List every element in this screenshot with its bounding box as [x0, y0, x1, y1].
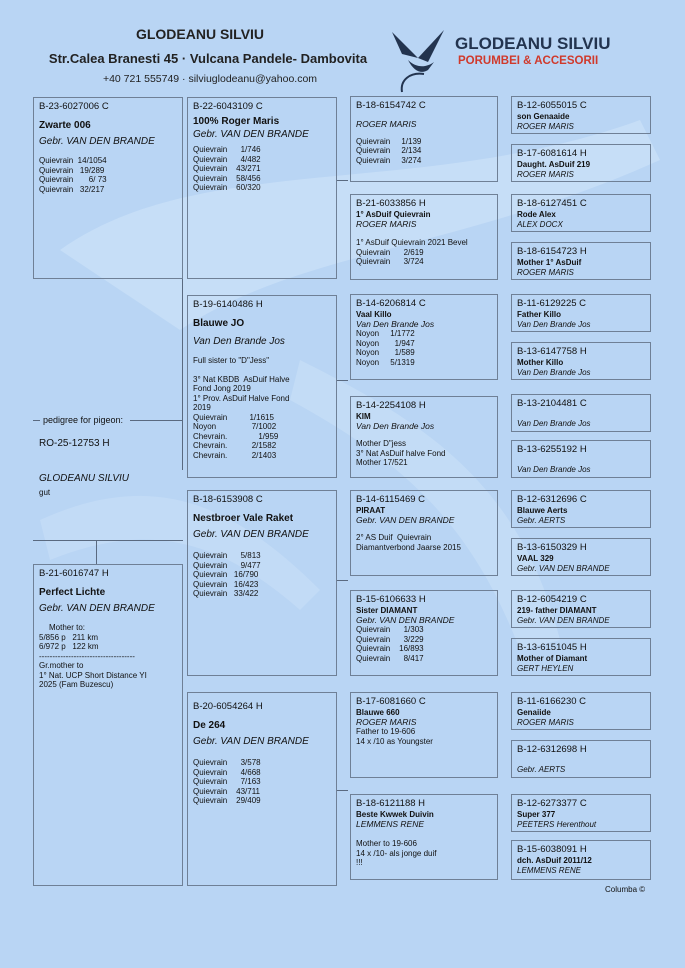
- pigeon-name: Blauwe 660: [356, 708, 400, 717]
- owner: ALEX DOCX: [517, 219, 563, 229]
- result-line: 1° Nat. UCP Short Distance YI: [39, 670, 147, 680]
- g4-box-1[interactable]: [511, 96, 651, 134]
- pigeon-name: Zwarte 006: [39, 120, 91, 131]
- owner: Van Den Brande Jos: [356, 318, 435, 329]
- result-line: Chevrain. 2/1582: [193, 441, 277, 450]
- ring-number: B-18-6154742 C: [356, 100, 426, 111]
- result-line: ------------------------------------: [39, 651, 135, 661]
- subject-color: gut: [39, 488, 51, 497]
- sire-box[interactable]: [33, 97, 183, 279]
- result-line: 14 x /10 as Youngster: [356, 736, 433, 746]
- result-line: 3° Nat KBDB AsDuif Halve: [193, 374, 290, 384]
- connector: [336, 790, 348, 791]
- pigeon-name: Perfect Lichte: [39, 587, 106, 598]
- owner: Gebr. VAN DEN BRANDE: [356, 514, 455, 525]
- dam-sire-box[interactable]: [187, 490, 337, 676]
- connector: [336, 580, 348, 581]
- sire-dam-box[interactable]: [187, 295, 337, 478]
- result-line: Noyon 1/589: [356, 348, 415, 357]
- owner: Gebr. VAN DEN BRANDE: [356, 614, 455, 625]
- pigeon-name: 1° AsDuif Quievrain: [356, 210, 431, 219]
- ring-number: B-12-6054219 C: [517, 594, 587, 605]
- ring-number: B-11-6129225 C: [517, 298, 587, 309]
- ring-number: B-19-6140486 H: [193, 299, 263, 310]
- result-line: 3° Nat AsDuif halve Fond: [356, 448, 446, 458]
- owner: Gebr. AERTS: [517, 765, 566, 774]
- result-line: Quievrain 2/134: [356, 146, 422, 155]
- pigeon-name: Blauwe JO: [193, 318, 245, 329]
- sire-dam-dam-box[interactable]: [350, 396, 498, 478]
- pigeon-name: Mother 1° AsDuif: [517, 258, 582, 267]
- pigeon-name: 100% Roger Maris: [193, 116, 280, 127]
- ring-number: B-14-6206814 C: [356, 298, 426, 309]
- ring-number: B-21-6033856 H: [356, 198, 426, 209]
- result-line: Full sister to "D"Jess": [193, 356, 270, 365]
- result-line: Quievrain 19/289: [39, 165, 105, 175]
- g4-box-5[interactable]: [511, 294, 651, 332]
- ring-number: B-18-6121188 H: [356, 798, 426, 809]
- g4-box-9[interactable]: [511, 490, 651, 528]
- result-line: Quievrain 3/724: [356, 257, 424, 266]
- owner: Van Den Brande Jos: [193, 336, 285, 347]
- owner: Van Den Brande Jos: [517, 367, 591, 377]
- sire-dam-sire-box[interactable]: [350, 294, 498, 380]
- owner: ROGER MARIS: [356, 716, 417, 727]
- owner: ROGER MARIS: [517, 121, 574, 131]
- ring-number: B-14-2254108 H: [356, 400, 426, 411]
- breeder-name: GLODEANU SILVIU: [135, 26, 265, 42]
- result-line: Noyon 5/1319: [356, 357, 415, 367]
- result-line: Gr.mother to: [39, 661, 84, 670]
- connector: [336, 380, 348, 381]
- breeder-contact: +40 721 555749 · silviuglodeanu@yahoo.com: [102, 73, 318, 85]
- owner: Gebr. AERTS: [517, 515, 566, 525]
- result-line: Quievrain 58/456: [193, 173, 261, 183]
- dam-dam-sire-box[interactable]: [350, 692, 498, 778]
- ring-number: B-15-6038091 H: [517, 844, 587, 855]
- breeder-address: Str.Calea Branesti 45 · Vulcana Pandele- Dambovita: [48, 51, 368, 66]
- ring-number: B-13-6150329 H: [517, 542, 587, 553]
- result-line: Quievrain 5/813: [193, 551, 261, 560]
- result-line: Noyon 1/1772: [356, 329, 415, 338]
- g4-box-11[interactable]: [511, 590, 651, 628]
- owner: Van Den Brande Jos: [517, 465, 591, 474]
- result-line: Quievrain 32/217: [39, 184, 105, 194]
- result-line: Diamantverbond Jaarse 2015: [356, 542, 461, 552]
- g4-box-6[interactable]: [511, 342, 651, 380]
- result-line: Fond Jong 2019: [193, 384, 251, 393]
- ring-number: B-12-6312698 H: [517, 744, 587, 755]
- result-line: Quievrain 8/417: [356, 653, 424, 663]
- pigeon-name: Sister DIAMANT: [356, 606, 418, 615]
- g4-box-10[interactable]: [511, 538, 651, 576]
- result-line: 2025 (Fam Buzescu): [39, 680, 114, 689]
- pigeon-name: Daught. AsDuif 219: [517, 160, 591, 169]
- result-line: Mother 17/521: [356, 458, 408, 467]
- result-line: Quievrain 1/139: [356, 136, 422, 146]
- ring-number: B-20-6054264 H: [193, 701, 263, 712]
- ring-number: B-21-6016747 H: [39, 568, 109, 579]
- connector: [33, 420, 40, 421]
- connector: [182, 420, 183, 470]
- owner: ROGER MARIS: [517, 267, 574, 277]
- result-line: 5/856 p 211 km: [39, 632, 98, 642]
- result-line: Quievrain 1/1615: [193, 412, 274, 422]
- ring-number: B-13-6151045 H: [517, 642, 587, 653]
- dam-sire-dam-box[interactable]: [350, 590, 498, 676]
- pigeon-name: Beste Kwwek Duivin: [356, 810, 434, 819]
- owner: Gebr. VAN DEN BRANDE: [517, 615, 610, 625]
- result-line: Quievrain 33/422: [193, 589, 259, 598]
- result-line: Father to 19-606: [356, 727, 416, 736]
- footer-credit: Columba ©: [605, 885, 646, 894]
- owner: LEMMENS RENE: [356, 818, 425, 829]
- g4-box-7[interactable]: [511, 394, 651, 432]
- result-line: Quievrain 4/482: [193, 154, 261, 164]
- ring-number: B-11-6166230 C: [517, 696, 587, 707]
- result-line: 14 x /10- als jonge duif: [356, 848, 437, 858]
- ring-number: B-18-6127451 C: [517, 198, 587, 209]
- owner: ROGER MARIS: [356, 119, 417, 129]
- pigeon-name: Vaal Killo: [356, 310, 392, 319]
- result-line: 2019: [193, 403, 211, 412]
- logo-title: GLODEANU SILVIU: [455, 34, 611, 53]
- owner: PEETERS Herenthout: [517, 819, 597, 829]
- pigeon-name: Mother of Diamant: [517, 654, 588, 663]
- result-line: Quievrain 9/477: [193, 560, 261, 570]
- g4-box-15[interactable]: [511, 794, 651, 832]
- pigeon-name: Super 377: [517, 810, 556, 819]
- owner: Van Den Brande Jos: [517, 319, 591, 329]
- owner: GERT HEYLEN: [517, 663, 574, 673]
- ring-number: B-15-6106633 H: [356, 594, 426, 605]
- result-line: Quievrain 43/711: [193, 786, 261, 796]
- sire-sire-box[interactable]: [187, 97, 337, 279]
- pigeon-name: KIM: [356, 412, 371, 421]
- logo-subtitle: PORUMBEI & ACCESORII: [458, 55, 599, 67]
- result-line: Quievrain 16/423: [193, 579, 259, 589]
- owner: Van Den Brande Jos: [517, 419, 591, 428]
- g4-box-4[interactable]: [511, 242, 651, 280]
- connector: [96, 540, 97, 564]
- sire-sire-dam-box[interactable]: [350, 194, 498, 280]
- result-line: Quievrain 14/1054: [39, 156, 107, 165]
- pigeon-name: Mother Killo: [517, 358, 564, 367]
- g4-box-8[interactable]: [511, 440, 651, 478]
- result-line: Quievrain 7/163: [193, 777, 261, 786]
- result-line: Quievrain 16/893: [356, 644, 424, 653]
- result-line: Chevrain. 1/959: [193, 431, 279, 441]
- owner: Gebr. VAN DEN BRANDE: [39, 603, 155, 614]
- dam-dam-box[interactable]: [187, 692, 337, 886]
- result-line: 1° AsDuif Quievrain 2021 Bevel: [356, 238, 468, 247]
- ring-number: B-13-6255192 H: [517, 444, 587, 455]
- pigeon-name: PIRAAT: [356, 506, 386, 515]
- result-line: Quievrain 1/746: [193, 145, 261, 154]
- result-line: Mother to:: [49, 623, 86, 632]
- owner: ROGER MARIS: [517, 169, 574, 179]
- pigeon-name: Father Killo: [517, 310, 562, 319]
- result-line: 6/972 p 122 km: [39, 642, 99, 651]
- g4-box-3[interactable]: [511, 194, 651, 232]
- owner: Gebr. VAN DEN BRANDE: [193, 736, 309, 747]
- owner: LEMMENS RENE: [517, 865, 582, 875]
- owner: Van Den Brande Jos: [356, 420, 435, 431]
- ring-number: B-18-6153908 C: [193, 494, 263, 505]
- pigeon-name: dch. AsDuif 2011/12: [517, 856, 592, 865]
- g4-box-12[interactable]: [511, 638, 651, 676]
- connector: [336, 180, 348, 181]
- result-line: Noyon 1/947: [356, 338, 415, 348]
- dove-logo-icon: [388, 24, 448, 94]
- pigeon-name: Rode Alex: [517, 210, 556, 219]
- g4-box-14[interactable]: [511, 740, 651, 778]
- ring-number: B-14-6115469 C: [356, 494, 426, 505]
- result-line: Quievrain 43/271: [193, 164, 261, 173]
- result-line: [193, 366, 331, 375]
- sire-sire-sire-box[interactable]: [350, 96, 498, 182]
- pigeon-name: Nestbroer Vale Raket: [193, 513, 294, 524]
- owner: ROGER MARIS: [517, 717, 574, 727]
- subject-ring: RO-25-12753 H: [39, 438, 110, 449]
- pigeon-name: Genaiide: [517, 708, 551, 717]
- dam-dam-dam-box[interactable]: [350, 794, 498, 880]
- result-line: Quievrain 16/790: [193, 570, 259, 579]
- g4-box-2[interactable]: [511, 144, 651, 182]
- pigeon-name: VAAL 329: [517, 554, 554, 563]
- result-line: Quievrain 3/274: [356, 155, 422, 165]
- owner: ROGER MARIS: [356, 218, 417, 229]
- result-line: Mother to 19-606: [356, 839, 417, 848]
- result-line: !!!: [356, 858, 363, 867]
- result-line: Quievrain 60/320: [193, 183, 261, 192]
- result-line: Quievrain 29/409: [193, 796, 261, 805]
- result-line: Chevrain. 2/1403: [193, 450, 277, 460]
- ring-number: B-12-6055015 C: [517, 100, 587, 111]
- pigeon-name: De 264: [193, 720, 226, 731]
- ring-number: B-22-6043109 C: [193, 101, 263, 112]
- ring-number: B-17-6081614 H: [517, 148, 587, 159]
- result-line: Mother D"jess: [356, 439, 406, 448]
- ring-number: B-12-6312696 C: [517, 494, 587, 505]
- owner: Gebr. VAN DEN BRANDE: [39, 136, 155, 147]
- result-line: Quievrain 4/668: [193, 767, 261, 777]
- pigeon-name: Blauwe Aerts: [517, 506, 568, 515]
- owner: Gebr. VAN DEN BRANDE: [517, 563, 610, 573]
- g4-box-16[interactable]: [511, 840, 651, 880]
- owner: Gebr. VAN DEN BRANDE: [193, 129, 309, 140]
- ring-number: B-12-6273377 C: [517, 798, 587, 809]
- result-line: Quievrain 2/619: [356, 247, 424, 257]
- result-line: 1° Prov. AsDuif Halve Fond: [193, 393, 290, 403]
- ring-number: B-17-6081660 C: [356, 696, 426, 707]
- connector: [33, 540, 183, 541]
- pedigree-label: pedigree for pigeon:: [43, 415, 124, 425]
- result-line: Noyon 7/1002: [193, 422, 277, 431]
- result-line: Quievrain 3/578: [193, 758, 261, 767]
- connector: [130, 420, 183, 421]
- ring-number: B-23-6027006 C: [39, 101, 109, 112]
- owner: Gebr. VAN DEN BRANDE: [193, 529, 309, 540]
- result-line: 2° AS Duif Quievrain: [356, 533, 432, 542]
- dam-box[interactable]: [33, 564, 183, 886]
- result-line: Quievrain 6/ 73: [39, 175, 107, 184]
- ring-number: B-18-6154723 H: [517, 246, 587, 257]
- g4-box-13[interactable]: [511, 692, 651, 730]
- pigeon-name: 219- father DIAMANT: [517, 606, 597, 615]
- result-line: Quievrain 3/229: [356, 634, 424, 644]
- ring-number: B-13-6147758 H: [517, 346, 587, 357]
- pigeon-name: son Genaaide: [517, 112, 570, 121]
- subject-owner: GLODEANU SILVIU: [39, 473, 130, 484]
- result-line: Quievrain 1/303: [356, 625, 424, 634]
- dam-sire-sire-box[interactable]: [350, 490, 498, 576]
- ring-number: B-13-2104481 C: [517, 398, 587, 409]
